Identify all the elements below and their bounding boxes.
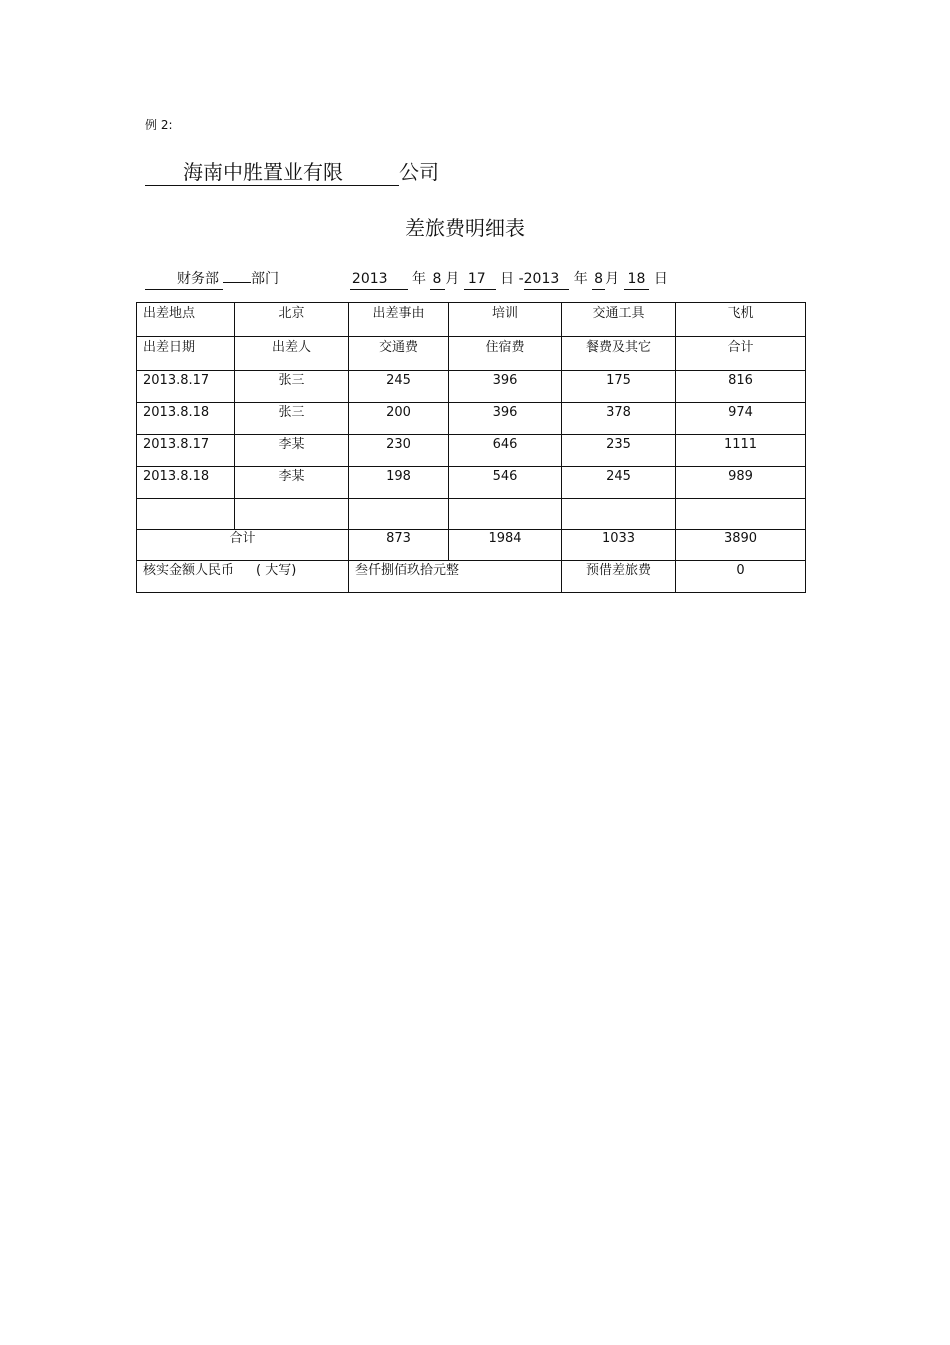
- column-header-date: 出差日期: [137, 337, 235, 371]
- cell-lodging: 646: [449, 435, 562, 467]
- location-label: 出差地点: [137, 303, 235, 337]
- end-day-char: 日: [653, 271, 668, 287]
- cell-meals: 245: [562, 467, 676, 499]
- column-header-total: 合计: [676, 337, 806, 371]
- column-header-transport: 交通费: [349, 337, 449, 371]
- cell-meals: 378: [562, 403, 676, 435]
- cell-person: 张三: [235, 403, 349, 435]
- column-header-lodging: 住宿费: [449, 337, 562, 371]
- column-header-person: 出差人: [235, 337, 349, 371]
- department-period-line: [145, 268, 668, 290]
- blank-cell: [235, 499, 349, 530]
- location-value: 北京: [235, 303, 349, 337]
- reason-label: 出差事由: [349, 303, 449, 337]
- company-line: [145, 156, 439, 186]
- blank-cell: [562, 499, 676, 530]
- start-month: 8: [430, 269, 445, 290]
- blank-cell: [676, 499, 806, 530]
- table-row: [137, 435, 806, 467]
- start-month-char: 月: [445, 271, 460, 287]
- verified-amount-label-cell: [137, 561, 349, 593]
- table-row: [137, 467, 806, 499]
- end-year: 2013: [524, 269, 570, 290]
- sum-meals: 1033: [562, 530, 676, 561]
- company-name: 海南中胜置业有限: [145, 159, 399, 186]
- period-dash: -: [518, 271, 524, 287]
- cell-date: 2013.8.18: [137, 467, 235, 499]
- uppercase-label: ( 大写): [256, 563, 297, 578]
- document-title: 差旅费明细表: [405, 216, 525, 240]
- cell-person: 张三: [235, 371, 349, 403]
- blank-cell: [137, 499, 235, 530]
- cell-meals: 175: [562, 371, 676, 403]
- end-month: 8: [592, 269, 605, 290]
- transport-mode-label: 交通工具: [562, 303, 676, 337]
- verified-amount-label: 核实金额人民币: [143, 563, 235, 578]
- cell-transport: 198: [349, 467, 449, 499]
- cell-transport: 230: [349, 435, 449, 467]
- company-suffix: 公司: [399, 160, 439, 184]
- blank-cell: [449, 499, 562, 530]
- cell-total: 816: [676, 371, 806, 403]
- column-header-meals: 餐费及其它: [562, 337, 676, 371]
- sum-transport: 873: [349, 530, 449, 561]
- table-row: [137, 371, 806, 403]
- transport-mode-value: 飞机: [676, 303, 806, 337]
- cell-meals: 235: [562, 435, 676, 467]
- cell-lodging: 546: [449, 467, 562, 499]
- cell-transport: 200: [349, 403, 449, 435]
- advance-label: 预借差旅费: [562, 561, 676, 593]
- cell-date: 2013.8.17: [137, 435, 235, 467]
- sum-lodging: 1984: [449, 530, 562, 561]
- start-year: 2013: [350, 269, 408, 290]
- start-year-char: 年: [412, 271, 426, 287]
- cell-transport: 245: [349, 371, 449, 403]
- start-day-char: 日: [500, 271, 515, 287]
- cell-date: 2013.8.17: [137, 371, 235, 403]
- sum-label: 合计: [137, 530, 349, 561]
- cell-person: 李某: [235, 467, 349, 499]
- end-day: 18: [624, 269, 650, 290]
- reason-value: 培训: [449, 303, 562, 337]
- cell-total: 974: [676, 403, 806, 435]
- header-row-trip-info: [137, 303, 806, 337]
- blank-row: [137, 499, 806, 530]
- cell-date: 2013.8.18: [137, 403, 235, 435]
- end-year-char: 年: [573, 271, 588, 287]
- sum-row: [137, 530, 806, 561]
- amount-in-words: 叁仟捌佰玖拾元整: [349, 561, 562, 593]
- advance-value: 0: [676, 561, 806, 593]
- cell-person: 李某: [235, 435, 349, 467]
- sum-total: 3890: [676, 530, 806, 561]
- example-label: 例 2:: [145, 118, 173, 132]
- department-name: 财务部: [145, 269, 223, 290]
- cell-total: 989: [676, 467, 806, 499]
- start-day: 17: [464, 269, 496, 290]
- blank-cell: [349, 499, 449, 530]
- cell-lodging: 396: [449, 403, 562, 435]
- cell-lodging: 396: [449, 371, 562, 403]
- expense-table: [136, 302, 806, 593]
- table-row: [137, 403, 806, 435]
- cell-total: 1111: [676, 435, 806, 467]
- header-row-columns: [137, 337, 806, 371]
- department-suffix: 部门: [251, 271, 279, 287]
- end-month-char: 月: [605, 271, 620, 287]
- verified-amount-row: [137, 561, 806, 593]
